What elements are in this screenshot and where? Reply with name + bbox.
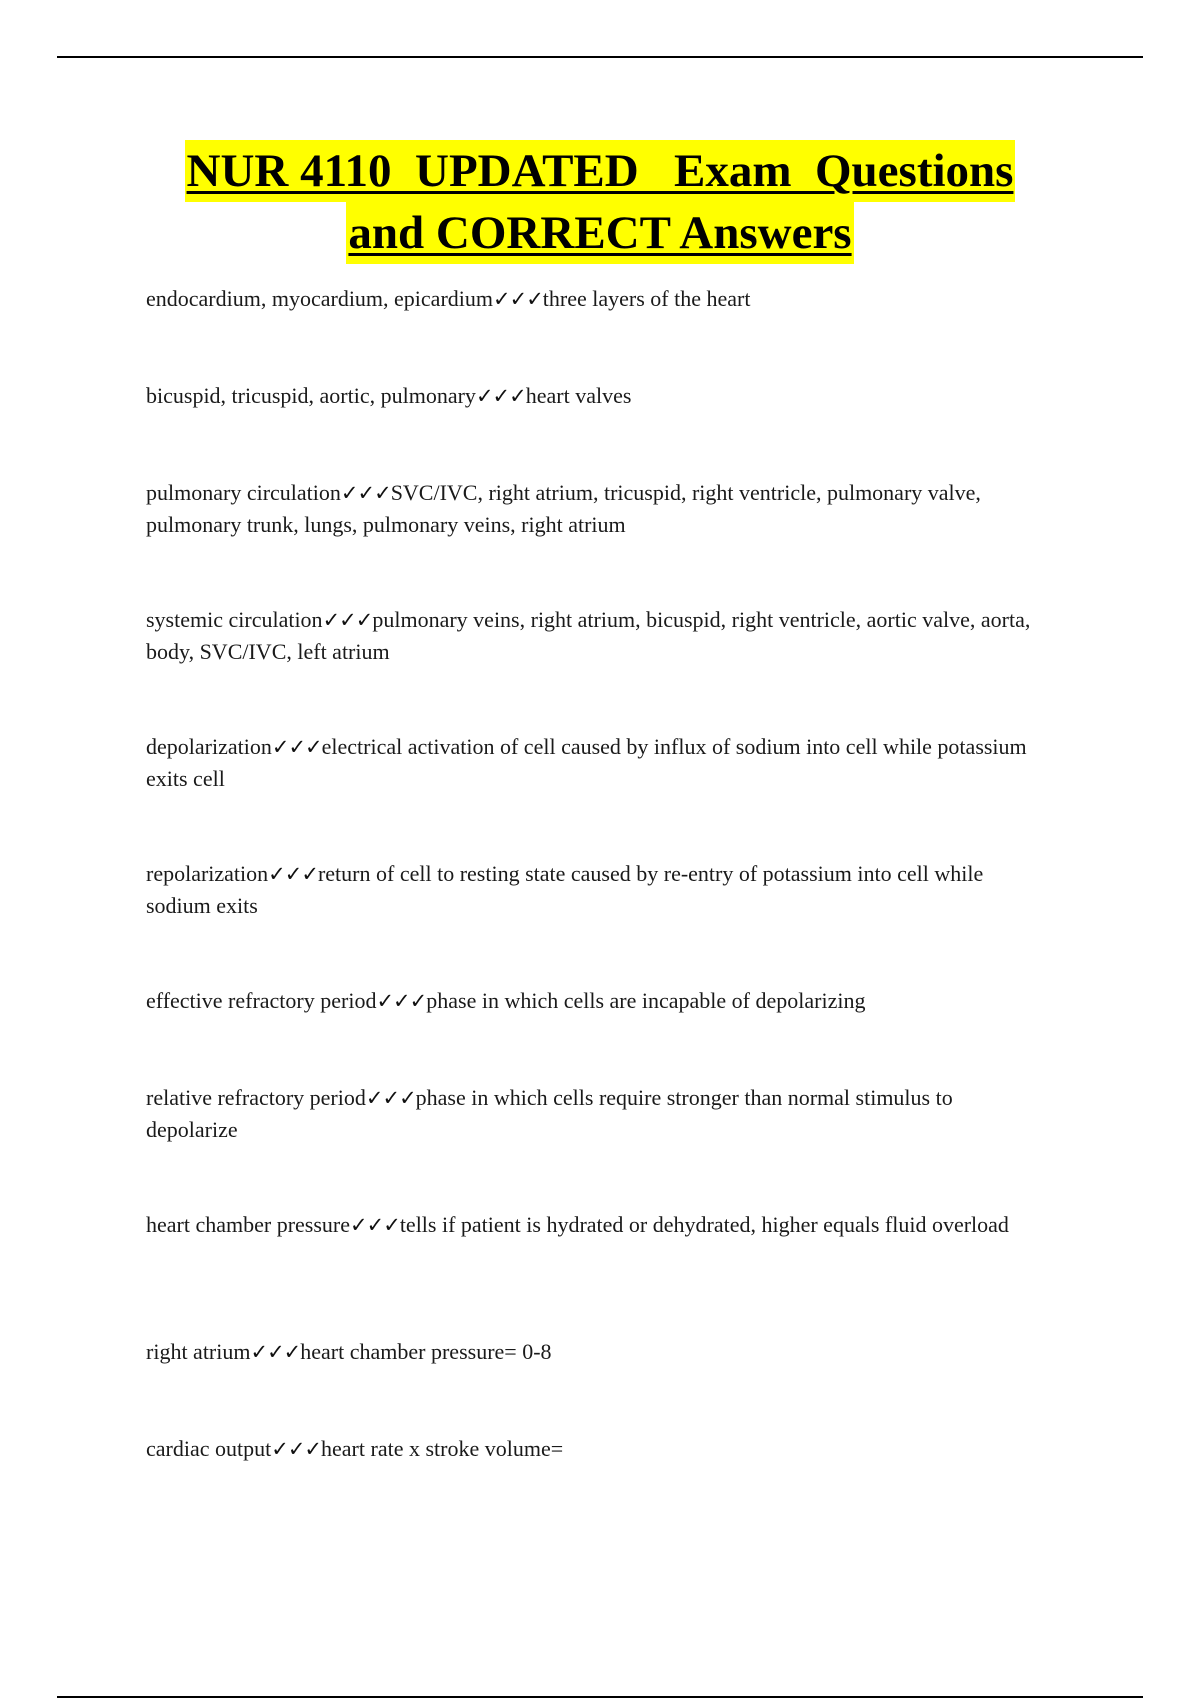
qa-entry [146,1209,1046,1241]
document-title [60,140,1140,264]
qa-term: bicuspid, tricuspid, aortic, pulmonary [146,383,476,408]
qa-answer: phase in which cells are incapable of depolarizing [426,988,866,1013]
check-mark-icon: ✓✓✓ [376,989,427,1013]
qa-answer: heart chamber pressure= 0-8 [300,1339,552,1364]
qa-answer: electrical activation of cell caused by influx of sodium into cell while potassium exits cell [146,734,1027,791]
qa-entry [146,283,1046,315]
check-mark-icon: ✓✓✓ [475,384,526,408]
qa-term: repolarization [146,861,269,886]
qa-answer: pulmonary veins, right atrium, bicuspid, right ventricle, aortic valve, aorta, body, SVC/IVC, left atrium [146,607,1031,664]
qa-term: heart chamber pressure [146,1212,351,1237]
qa-term: relative refractory period [146,1085,366,1110]
top-rule [57,56,1143,58]
qa-answer: tells if patient is hydrated or dehydrated, higher equals fluid overload [399,1212,1009,1237]
qa-term: cardiac output [146,1436,272,1461]
qa-entry [146,858,1046,921]
bottom-rule [57,1696,1143,1698]
qa-answer: SVC/IVC, right atrium, tricuspid, right ventricle, pulmonary valve, pulmonary trunk, lungs, pulmonary veins, right atrium [146,480,981,537]
qa-term: pulmonary circulation [146,480,341,505]
title-line-2: and CORRECT Answers [346,202,853,264]
qa-answer: phase in which cells require stronger than normal stimulus to depolarize [146,1085,953,1142]
qa-answer: heart rate x stroke volume= [321,1436,564,1461]
qa-answer: return of cell to resting state caused by re-entry of potassium into cell while sodium exits [146,861,984,918]
qa-term: right atrium [146,1339,251,1364]
check-mark-icon: ✓✓✓ [271,1437,322,1461]
check-mark-icon: ✓✓✓ [493,287,543,311]
title-line-1: NUR 4110 UPDATED Exam Questions [185,140,1016,202]
qa-answer: heart valves [525,383,632,408]
qa-term: systemic circulation [146,607,323,632]
qa-entry [146,477,1046,540]
check-mark-icon: ✓✓✓ [271,735,322,759]
qa-entry [146,1082,1046,1145]
qa-answer: three layers of the heart [542,286,751,311]
qa-term: effective refractory period [146,988,377,1013]
qa-entry [146,1336,1046,1368]
check-mark-icon: ✓✓✓ [250,1340,301,1364]
check-mark-icon: ✓✓✓ [322,608,373,632]
check-mark-icon: ✓✓✓ [340,481,391,505]
check-mark-icon: ✓✓✓ [268,862,318,886]
qa-term: depolarization [146,734,272,759]
qa-entry [146,380,1046,412]
qa-term: endocardium, myocardium, epicardium [146,286,493,311]
check-mark-icon: ✓✓✓ [350,1213,400,1237]
qa-entry [146,604,1046,667]
qa-entry [146,731,1046,794]
qa-entry [146,1433,1046,1465]
qa-entry [146,985,1046,1017]
check-mark-icon: ✓✓✓ [365,1086,416,1110]
